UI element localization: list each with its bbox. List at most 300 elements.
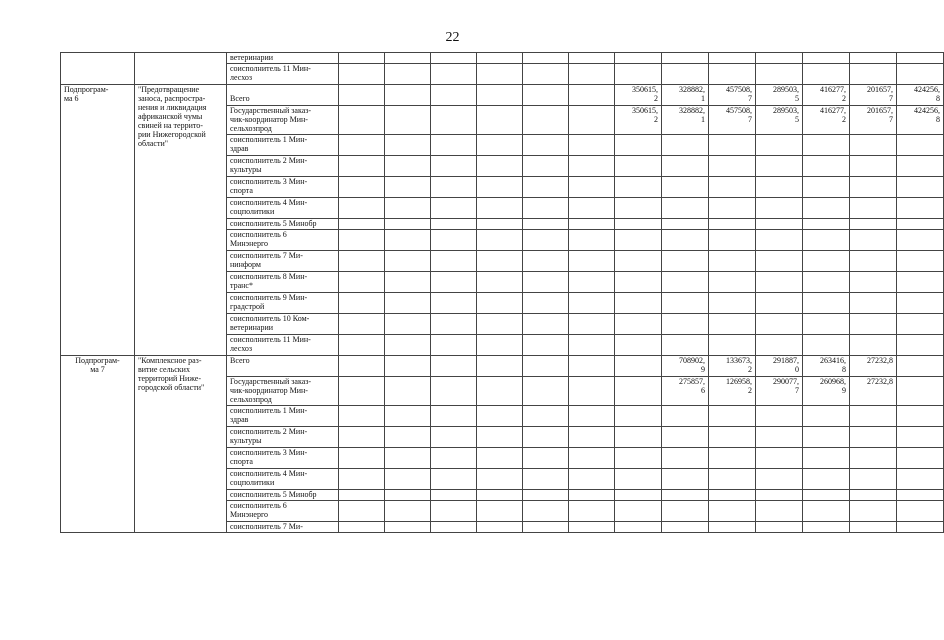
value-cell <box>431 198 477 219</box>
subprogram-label: Подпрограм- ма 6 <box>61 85 135 356</box>
value-cell <box>756 156 803 177</box>
value-cell <box>756 53 803 64</box>
value-cell <box>662 272 709 293</box>
value-cell <box>756 406 803 427</box>
value-cell <box>385 469 431 490</box>
value-cell <box>709 156 756 177</box>
value-cell <box>662 469 709 490</box>
value-cell <box>477 356 523 377</box>
value-cell <box>431 522 477 533</box>
value-cell <box>477 156 523 177</box>
value-cell <box>709 230 756 251</box>
value-cell <box>523 156 569 177</box>
value-cell <box>523 219 569 230</box>
value-cell <box>756 501 803 522</box>
value-cell <box>339 53 385 64</box>
value-cell <box>662 335 709 356</box>
value-cell <box>523 293 569 314</box>
value-cell <box>803 64 850 85</box>
value-cell <box>569 293 615 314</box>
value-cell <box>385 356 431 377</box>
value-cell <box>339 501 385 522</box>
value-cell <box>477 230 523 251</box>
value-cell <box>756 230 803 251</box>
value-cell <box>803 522 850 533</box>
value-cell <box>850 469 897 490</box>
value-cell <box>339 377 385 406</box>
value-cell <box>709 406 756 427</box>
value-cell <box>897 335 944 356</box>
value-cell <box>431 219 477 230</box>
value-cell <box>897 64 944 85</box>
value-cell <box>803 335 850 356</box>
value-cell <box>385 448 431 469</box>
value-cell <box>662 314 709 335</box>
value-cell <box>385 198 431 219</box>
value-cell <box>569 156 615 177</box>
value-cell <box>850 522 897 533</box>
value-cell <box>477 469 523 490</box>
value-cell <box>569 314 615 335</box>
value-cell <box>662 64 709 85</box>
value-cell <box>477 427 523 448</box>
value-cell <box>615 314 662 335</box>
executor-cell: соисполнитель 6 Минэнерго <box>227 501 339 522</box>
value-cell <box>803 135 850 156</box>
value-cell <box>803 490 850 501</box>
value-cell: 289503, 5 <box>756 106 803 135</box>
value-cell <box>523 230 569 251</box>
value-cell <box>615 272 662 293</box>
value-cell <box>850 230 897 251</box>
value-cell <box>431 377 477 406</box>
value-cell <box>523 448 569 469</box>
value-cell <box>662 501 709 522</box>
value-cell <box>385 501 431 522</box>
value-cell <box>897 219 944 230</box>
executor-cell: соисполнитель 2 Мин- культуры <box>227 156 339 177</box>
value-cell <box>385 106 431 135</box>
value-cell <box>477 293 523 314</box>
value-cell <box>850 251 897 272</box>
value-cell <box>569 135 615 156</box>
value-cell <box>523 490 569 501</box>
value-cell <box>662 198 709 219</box>
value-cell <box>477 53 523 64</box>
value-cell <box>431 356 477 377</box>
value-cell <box>850 501 897 522</box>
value-cell <box>897 490 944 501</box>
value-cell <box>431 85 477 106</box>
value-cell <box>431 64 477 85</box>
value-cell: 328882, 1 <box>662 85 709 106</box>
value-cell <box>803 427 850 448</box>
value-cell <box>385 427 431 448</box>
value-cell <box>385 156 431 177</box>
value-cell <box>709 53 756 64</box>
value-cell <box>756 427 803 448</box>
value-cell <box>850 219 897 230</box>
value-cell <box>339 356 385 377</box>
value-cell <box>385 64 431 85</box>
executor-cell: соисполнитель 7 Ми- нинформ <box>227 251 339 272</box>
value-cell <box>756 64 803 85</box>
value-cell <box>615 230 662 251</box>
value-cell: 263416, 8 <box>803 356 850 377</box>
value-cell <box>897 314 944 335</box>
value-cell <box>756 448 803 469</box>
value-cell: 350615, 2 <box>615 85 662 106</box>
value-cell <box>431 501 477 522</box>
value-cell <box>850 198 897 219</box>
value-cell: 275857, 6 <box>662 377 709 406</box>
value-cell <box>339 198 385 219</box>
value-cell <box>897 293 944 314</box>
value-cell <box>385 219 431 230</box>
value-cell <box>385 522 431 533</box>
value-cell <box>709 490 756 501</box>
value-cell: 708902, 9 <box>662 356 709 377</box>
value-cell <box>897 501 944 522</box>
executor-cell: соисполнитель 8 Мин- транс* <box>227 272 339 293</box>
value-cell <box>662 135 709 156</box>
value-cell <box>850 490 897 501</box>
value-cell <box>569 106 615 135</box>
value-cell <box>709 219 756 230</box>
value-cell <box>339 156 385 177</box>
value-cell <box>385 53 431 64</box>
subprogram-label: Подпрограм- ма 7 <box>61 356 135 533</box>
value-cell <box>709 198 756 219</box>
value-cell <box>897 522 944 533</box>
value-cell <box>850 272 897 293</box>
value-cell <box>385 377 431 406</box>
value-cell <box>523 522 569 533</box>
value-cell <box>709 64 756 85</box>
value-cell: 457508, 7 <box>709 106 756 135</box>
value-cell <box>569 230 615 251</box>
value-cell <box>709 272 756 293</box>
value-cell <box>803 501 850 522</box>
value-cell <box>662 293 709 314</box>
value-cell <box>709 135 756 156</box>
executor-cell: соисполнитель 10 Ком- ветеринарии <box>227 314 339 335</box>
value-cell <box>523 198 569 219</box>
value-cell <box>523 314 569 335</box>
value-cell: 27232,8 <box>850 377 897 406</box>
value-cell <box>756 198 803 219</box>
value-cell <box>662 427 709 448</box>
value-cell <box>803 272 850 293</box>
value-cell <box>385 293 431 314</box>
executor-cell: Всего <box>227 356 339 377</box>
value-cell <box>523 272 569 293</box>
value-cell <box>523 469 569 490</box>
value-cell <box>569 198 615 219</box>
value-cell <box>339 230 385 251</box>
value-cell <box>897 177 944 198</box>
value-cell <box>431 335 477 356</box>
value-cell <box>523 406 569 427</box>
value-cell <box>477 522 523 533</box>
value-cell: 291887, 0 <box>756 356 803 377</box>
value-cell <box>477 377 523 406</box>
value-cell <box>615 377 662 406</box>
value-cell <box>385 177 431 198</box>
value-cell <box>662 448 709 469</box>
value-cell <box>897 272 944 293</box>
value-cell <box>523 251 569 272</box>
value-cell <box>662 251 709 272</box>
value-cell <box>897 135 944 156</box>
value-cell <box>850 135 897 156</box>
value-cell <box>615 251 662 272</box>
value-cell <box>709 335 756 356</box>
value-cell <box>431 448 477 469</box>
value-cell <box>615 293 662 314</box>
value-cell <box>523 335 569 356</box>
value-cell <box>569 377 615 406</box>
value-cell <box>569 219 615 230</box>
value-cell <box>339 177 385 198</box>
value-cell: 27232,8 <box>850 356 897 377</box>
value-cell <box>569 501 615 522</box>
value-cell <box>385 314 431 335</box>
value-cell: 201657, 7 <box>850 106 897 135</box>
value-cell <box>709 427 756 448</box>
value-cell <box>431 230 477 251</box>
value-cell <box>339 293 385 314</box>
value-cell <box>477 272 523 293</box>
executor-cell: Всего <box>227 85 339 106</box>
value-cell <box>897 251 944 272</box>
value-cell <box>385 272 431 293</box>
value-cell <box>339 272 385 293</box>
value-cell <box>569 406 615 427</box>
value-cell <box>615 335 662 356</box>
value-cell <box>477 177 523 198</box>
value-cell <box>385 490 431 501</box>
value-cell <box>477 106 523 135</box>
value-cell <box>803 156 850 177</box>
value-cell <box>897 427 944 448</box>
value-cell <box>615 501 662 522</box>
value-cell <box>385 335 431 356</box>
executor-cell: соисполнитель 2 Мин- культуры <box>227 427 339 448</box>
value-cell <box>850 293 897 314</box>
value-cell <box>477 85 523 106</box>
value-cell <box>431 106 477 135</box>
value-cell <box>756 219 803 230</box>
value-cell <box>339 406 385 427</box>
value-cell <box>339 335 385 356</box>
value-cell <box>339 490 385 501</box>
value-cell <box>431 135 477 156</box>
value-cell <box>339 219 385 230</box>
executor-cell: соисполнитель 3 Мин- спорта <box>227 448 339 469</box>
value-cell <box>431 406 477 427</box>
executor-cell: ветеринарии <box>227 53 339 64</box>
value-cell <box>569 490 615 501</box>
executor-cell: соисполнитель 4 Мин- соцполитики <box>227 469 339 490</box>
value-cell <box>662 156 709 177</box>
table-row <box>61 53 944 64</box>
value-cell <box>756 135 803 156</box>
value-cell <box>850 406 897 427</box>
value-cell <box>756 335 803 356</box>
value-cell: 457508, 7 <box>709 85 756 106</box>
value-cell <box>897 53 944 64</box>
value-cell <box>615 427 662 448</box>
value-cell: 289503, 5 <box>756 85 803 106</box>
value-cell <box>569 251 615 272</box>
value-cell <box>569 448 615 469</box>
value-cell <box>523 85 569 106</box>
table-body <box>61 53 944 533</box>
value-cell <box>615 177 662 198</box>
value-cell: 350615, 2 <box>615 106 662 135</box>
subprogram-name: "Предотвращение заноса, распростра- нения и ликвидация африканской чумы свиней на террито- рии Нижегородской области" <box>135 85 227 356</box>
value-cell <box>431 251 477 272</box>
value-cell <box>431 427 477 448</box>
value-cell <box>709 293 756 314</box>
table-row <box>61 85 944 106</box>
executor-cell: соисполнитель 1 Мин- здрав <box>227 135 339 156</box>
value-cell <box>569 177 615 198</box>
value-cell <box>803 219 850 230</box>
value-cell <box>850 335 897 356</box>
value-cell <box>477 135 523 156</box>
value-cell <box>850 314 897 335</box>
value-cell <box>339 251 385 272</box>
value-cell <box>897 469 944 490</box>
value-cell <box>615 198 662 219</box>
program-name-cell-empty <box>135 53 227 85</box>
value-cell <box>897 156 944 177</box>
value-cell: 126958, 2 <box>709 377 756 406</box>
value-cell <box>523 356 569 377</box>
value-cell <box>523 106 569 135</box>
executor-cell: соисполнитель 5 Минобр <box>227 490 339 501</box>
value-cell <box>339 314 385 335</box>
value-cell <box>339 469 385 490</box>
value-cell <box>615 156 662 177</box>
value-cell: 133673, 2 <box>709 356 756 377</box>
value-cell <box>523 377 569 406</box>
value-cell <box>850 448 897 469</box>
value-cell <box>615 406 662 427</box>
value-cell <box>615 356 662 377</box>
value-cell <box>339 522 385 533</box>
value-cell <box>569 272 615 293</box>
value-cell <box>756 251 803 272</box>
value-cell <box>477 219 523 230</box>
value-cell: 424256, 8 <box>897 106 944 135</box>
value-cell <box>431 293 477 314</box>
executor-cell: Государственный заказ- чик-координатор Мин- сельхозпрод <box>227 106 339 135</box>
value-cell <box>477 335 523 356</box>
value-cell <box>569 64 615 85</box>
value-cell <box>850 427 897 448</box>
value-cell <box>339 448 385 469</box>
value-cell <box>523 501 569 522</box>
value-cell <box>662 53 709 64</box>
value-cell <box>477 490 523 501</box>
value-cell <box>897 406 944 427</box>
value-cell <box>662 406 709 427</box>
budget-table <box>60 52 944 533</box>
value-cell <box>339 427 385 448</box>
value-cell <box>615 53 662 64</box>
value-cell <box>477 251 523 272</box>
value-cell <box>569 85 615 106</box>
value-cell <box>850 64 897 85</box>
value-cell <box>850 156 897 177</box>
value-cell <box>709 448 756 469</box>
value-cell <box>709 314 756 335</box>
value-cell <box>615 135 662 156</box>
value-cell: 290077, 7 <box>756 377 803 406</box>
value-cell <box>569 335 615 356</box>
value-cell <box>803 406 850 427</box>
value-cell: 416277, 2 <box>803 106 850 135</box>
value-cell <box>803 469 850 490</box>
value-cell <box>803 448 850 469</box>
subprogram-name: "Комплексное раз- витие сельских территорий Ниже- городской области" <box>135 356 227 533</box>
executor-cell: соисполнитель 9 Мин- градстрой <box>227 293 339 314</box>
value-cell: 328882, 1 <box>662 106 709 135</box>
executor-cell: соисполнитель 11 Мин- лесхоз <box>227 335 339 356</box>
value-cell: 260968, 9 <box>803 377 850 406</box>
executor-cell: соисполнитель 7 Ми- <box>227 522 339 533</box>
value-cell <box>569 469 615 490</box>
executor-cell: соисполнитель 4 Мин- соцполитики <box>227 198 339 219</box>
value-cell <box>615 490 662 501</box>
value-cell <box>431 156 477 177</box>
value-cell <box>431 490 477 501</box>
executor-cell: соисполнитель 11 Мин- лесхоз <box>227 64 339 85</box>
value-cell <box>569 53 615 64</box>
executor-cell: соисполнитель 5 Минобр <box>227 219 339 230</box>
value-cell <box>523 53 569 64</box>
value-cell <box>709 501 756 522</box>
program-cell-empty <box>61 53 135 85</box>
value-cell <box>523 427 569 448</box>
executor-cell: соисполнитель 6 Минэнерго <box>227 230 339 251</box>
value-cell <box>615 448 662 469</box>
value-cell <box>756 272 803 293</box>
value-cell <box>339 106 385 135</box>
table-row <box>61 356 944 377</box>
value-cell: 416277, 2 <box>803 85 850 106</box>
value-cell <box>385 406 431 427</box>
value-cell <box>431 314 477 335</box>
value-cell <box>523 135 569 156</box>
value-cell <box>803 53 850 64</box>
value-cell <box>523 64 569 85</box>
value-cell <box>756 522 803 533</box>
executor-cell: соисполнитель 3 Мин- спорта <box>227 177 339 198</box>
value-cell <box>477 314 523 335</box>
value-cell <box>431 469 477 490</box>
value-cell <box>756 293 803 314</box>
value-cell <box>662 522 709 533</box>
value-cell <box>709 522 756 533</box>
value-cell <box>523 177 569 198</box>
value-cell <box>850 53 897 64</box>
value-cell <box>615 522 662 533</box>
value-cell <box>803 293 850 314</box>
